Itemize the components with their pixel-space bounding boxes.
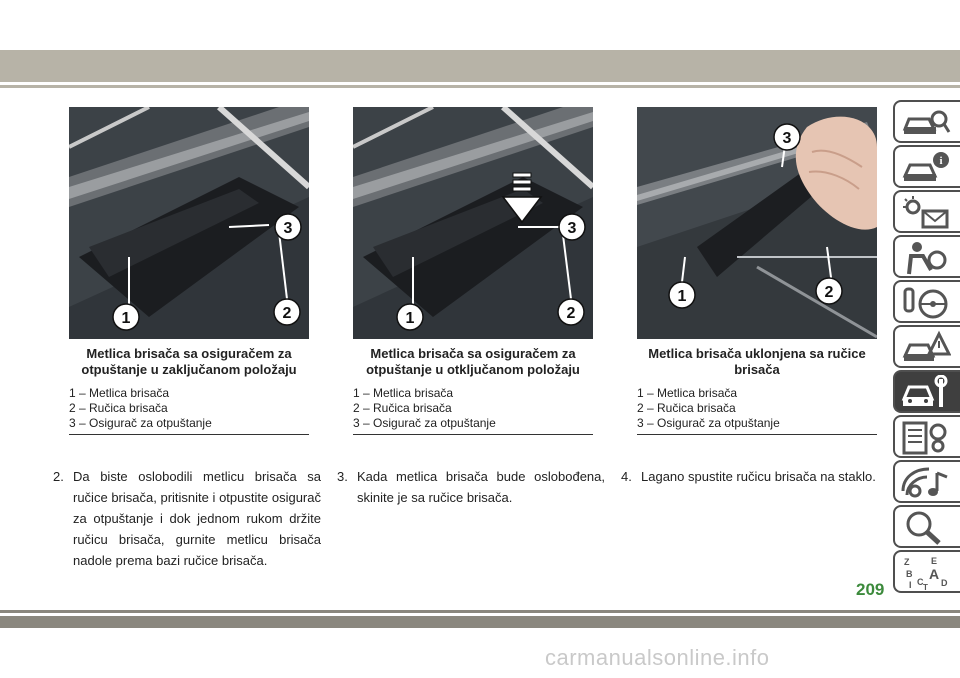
legend-item: 2 – Ručica brisača bbox=[69, 401, 168, 415]
car-warning-icon bbox=[901, 330, 951, 366]
person-airbag-icon bbox=[901, 240, 951, 276]
header-band bbox=[0, 50, 960, 82]
watermark: carmanualsonline.info bbox=[545, 645, 770, 670]
svg-text:B: B bbox=[906, 569, 913, 579]
callout-2: 2 bbox=[282, 305, 292, 322]
step-number: 4. bbox=[621, 469, 632, 484]
svg-text:I: I bbox=[909, 580, 912, 590]
page-number: 209 bbox=[856, 580, 885, 599]
alphabet-index-icon bbox=[901, 555, 951, 591]
legend-item: 1 – Metlica brisača bbox=[353, 386, 454, 400]
tab-index[interactable] bbox=[893, 550, 960, 593]
tab-car-info[interactable] bbox=[893, 145, 960, 188]
tab-multimedia[interactable] bbox=[893, 460, 960, 503]
step-number: 2. bbox=[53, 469, 64, 484]
figure-legend bbox=[69, 386, 309, 435]
photo-wiper-locked bbox=[69, 107, 309, 339]
figure-legend bbox=[353, 386, 593, 435]
tab-customer-assistance[interactable] bbox=[893, 505, 960, 548]
step-2 bbox=[53, 466, 321, 571]
svg-text:i: i bbox=[939, 155, 943, 167]
callout-3: 3 bbox=[782, 130, 792, 147]
legend-item: 3 – Osigurač za otpuštanje bbox=[353, 416, 496, 430]
callout-1: 1 bbox=[677, 288, 687, 305]
tab-warning-lights[interactable] bbox=[893, 190, 960, 233]
legend-item: 2 – Ručica brisača bbox=[353, 401, 452, 415]
step-number: 3. bbox=[337, 469, 348, 484]
figure-legend bbox=[637, 386, 877, 435]
chapter-tabs bbox=[893, 100, 960, 595]
step-3 bbox=[337, 466, 605, 508]
legend-item: 1 – Metlica brisača bbox=[637, 386, 738, 400]
figure-caption: Metlica brisača uklonjena sa ručice brisača bbox=[648, 346, 866, 377]
step-text: Lagano spustite ručicu brisača na staklo. bbox=[641, 469, 876, 484]
start-steering-icon bbox=[901, 285, 951, 321]
tab-safety[interactable] bbox=[893, 235, 960, 278]
step-4 bbox=[621, 466, 891, 487]
legend-item: 1 – Metlica brisača bbox=[69, 386, 170, 400]
header-rule bbox=[0, 85, 960, 88]
magnifier-icon bbox=[901, 510, 951, 546]
footer-band bbox=[0, 616, 960, 628]
footer-rule bbox=[0, 610, 960, 613]
callout-1: 1 bbox=[121, 310, 131, 327]
svg-text:E: E bbox=[931, 556, 938, 566]
legend-item: 3 – Osigurač za otpuštanje bbox=[69, 416, 212, 430]
callout-2: 2 bbox=[566, 305, 576, 322]
list-gear-icon bbox=[901, 420, 951, 456]
callout-3: 3 bbox=[283, 220, 293, 237]
car-info-icon bbox=[901, 150, 951, 186]
legend-item: 2 – Ručica brisača bbox=[637, 401, 736, 415]
photo-wiper-removed bbox=[637, 107, 877, 339]
car-search-icon bbox=[901, 105, 951, 141]
step-text: Kada metlica brisača bude oslobođena, skinite je sa ručice brisača. bbox=[357, 469, 605, 505]
callout-1: 1 bbox=[405, 310, 415, 327]
figure-locked bbox=[69, 107, 309, 435]
svg-text:Z: Z bbox=[904, 557, 910, 567]
svg-text:D: D bbox=[941, 578, 948, 588]
car-wrench-icon bbox=[901, 375, 951, 411]
tab-emergency[interactable] bbox=[893, 325, 960, 368]
legend-item: 3 – Osigurač za otpuštanje bbox=[637, 416, 780, 430]
tab-maintenance[interactable] bbox=[893, 370, 960, 413]
media-note-icon bbox=[901, 465, 951, 501]
tab-starting[interactable] bbox=[893, 280, 960, 323]
tab-car-search[interactable] bbox=[893, 100, 960, 143]
tab-specifications[interactable] bbox=[893, 415, 960, 458]
photo-wiper-unlocked bbox=[353, 107, 593, 339]
figure-removed bbox=[637, 107, 877, 435]
warning-light-message-icon bbox=[901, 195, 951, 231]
figure-caption: Metlica brisača sa osiguračem za otpuštanje u zaključanom položaju bbox=[81, 346, 297, 377]
callout-3: 3 bbox=[567, 220, 577, 237]
svg-text:A: A bbox=[929, 566, 940, 582]
figure-unlocked bbox=[353, 107, 593, 435]
figure-caption: Metlica brisača sa osiguračem za otpuštanje u otključanom položaju bbox=[366, 346, 580, 377]
svg-text:T: T bbox=[923, 583, 928, 591]
step-text: Da biste oslobodili metlicu brisača sa ručice brisača, pritisnite i otpustite osigurač za otpuštanje i dok jednom rukom držite ručicu brisača, gurnite metlicu brisača nadole prema bazi ručice brisača. bbox=[73, 469, 321, 568]
callout-2: 2 bbox=[824, 284, 834, 301]
svg-text:C: C bbox=[917, 577, 924, 587]
